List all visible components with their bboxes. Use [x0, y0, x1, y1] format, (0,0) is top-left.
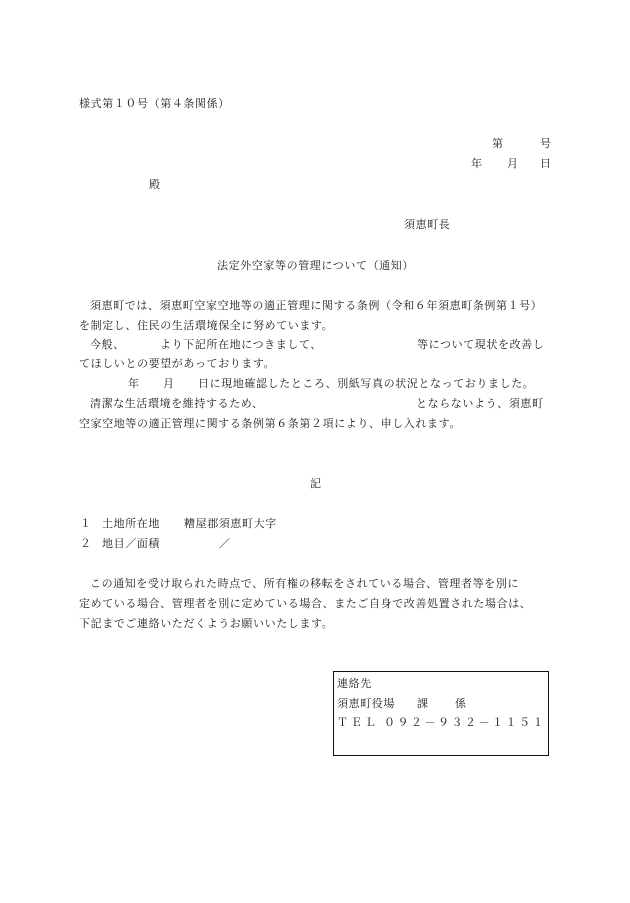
item-2-number: ２ [80, 537, 91, 550]
item-2-label: 地目／面積 [102, 537, 160, 550]
body-p3-month: 月 [163, 377, 174, 390]
body-p3-year: 年 [128, 377, 139, 390]
closing-line2: 定めている場合、管理者を別に定めている場合、またご自身で改善処置された場合は、 [79, 597, 532, 610]
recipient-honorific: 殿 [149, 178, 160, 191]
contact-heading: 連絡先 [337, 677, 372, 690]
body-p4-a: 清潔な生活環境を維持するため、 [90, 397, 264, 410]
body-p4-b: とならないよう、須恵町 [416, 397, 544, 410]
item-1-value: 糟屋郡須恵町大字 [184, 517, 277, 530]
item-1-number: １ [80, 517, 91, 530]
date-day: 日 [540, 157, 551, 170]
form-number: 様式第１０号（第４条関係） [79, 97, 230, 110]
contact-tel-label: ＴＥＬ [337, 716, 379, 729]
item-2-value: ／ [219, 537, 230, 550]
document-number-dai: 第 [492, 137, 503, 150]
date-year: 年 [471, 157, 482, 170]
body-p2-tou: 等について現状を改善し [417, 338, 545, 351]
body-p2-line2: てほしいとの要望があっております。 [79, 357, 276, 370]
closing-line1: この通知を受け取られた時点で、所有権の移転をされている場合、管理者等を別に [90, 577, 519, 590]
contact-kakari: 係 [455, 697, 466, 710]
body-p1-line2: を制定し、住民の生活環境保全に努めています。 [79, 319, 334, 332]
contact-office: 須恵町役場 [337, 697, 395, 710]
body-p3-rest: 日に現地確認したところ、別紙写真の状況となっておりました。 [198, 377, 535, 390]
closing-line3: 下記までご連絡いただくようお願いいたします。 [79, 617, 334, 630]
date-month: 月 [507, 157, 518, 170]
ki-heading: 記 [310, 477, 321, 490]
item-1-label: 土地所在地 [102, 517, 160, 530]
document-number-go: 号 [540, 137, 551, 150]
body-p2-yori: より下記所在地につきまして、 [160, 338, 322, 351]
body-p1-line1: 須恵町では、須恵町空家空地等の適正管理に関する条例（令和６年須恵町条例第１号） [90, 299, 543, 312]
contact-ka: 課 [417, 697, 428, 710]
document-title: 法定外空家等の管理について（通知） [217, 259, 414, 272]
body-p4-line2: 空家空地等の適正管理に関する条例第６条第２項により、申し入れます。 [79, 417, 461, 430]
body-p2-imahan: 今般、 [90, 338, 125, 351]
contact-box [333, 671, 549, 756]
sender-name: 須恵町長 [404, 218, 451, 231]
contact-tel-number: ０９２－９３２－１１５１ [384, 716, 546, 729]
